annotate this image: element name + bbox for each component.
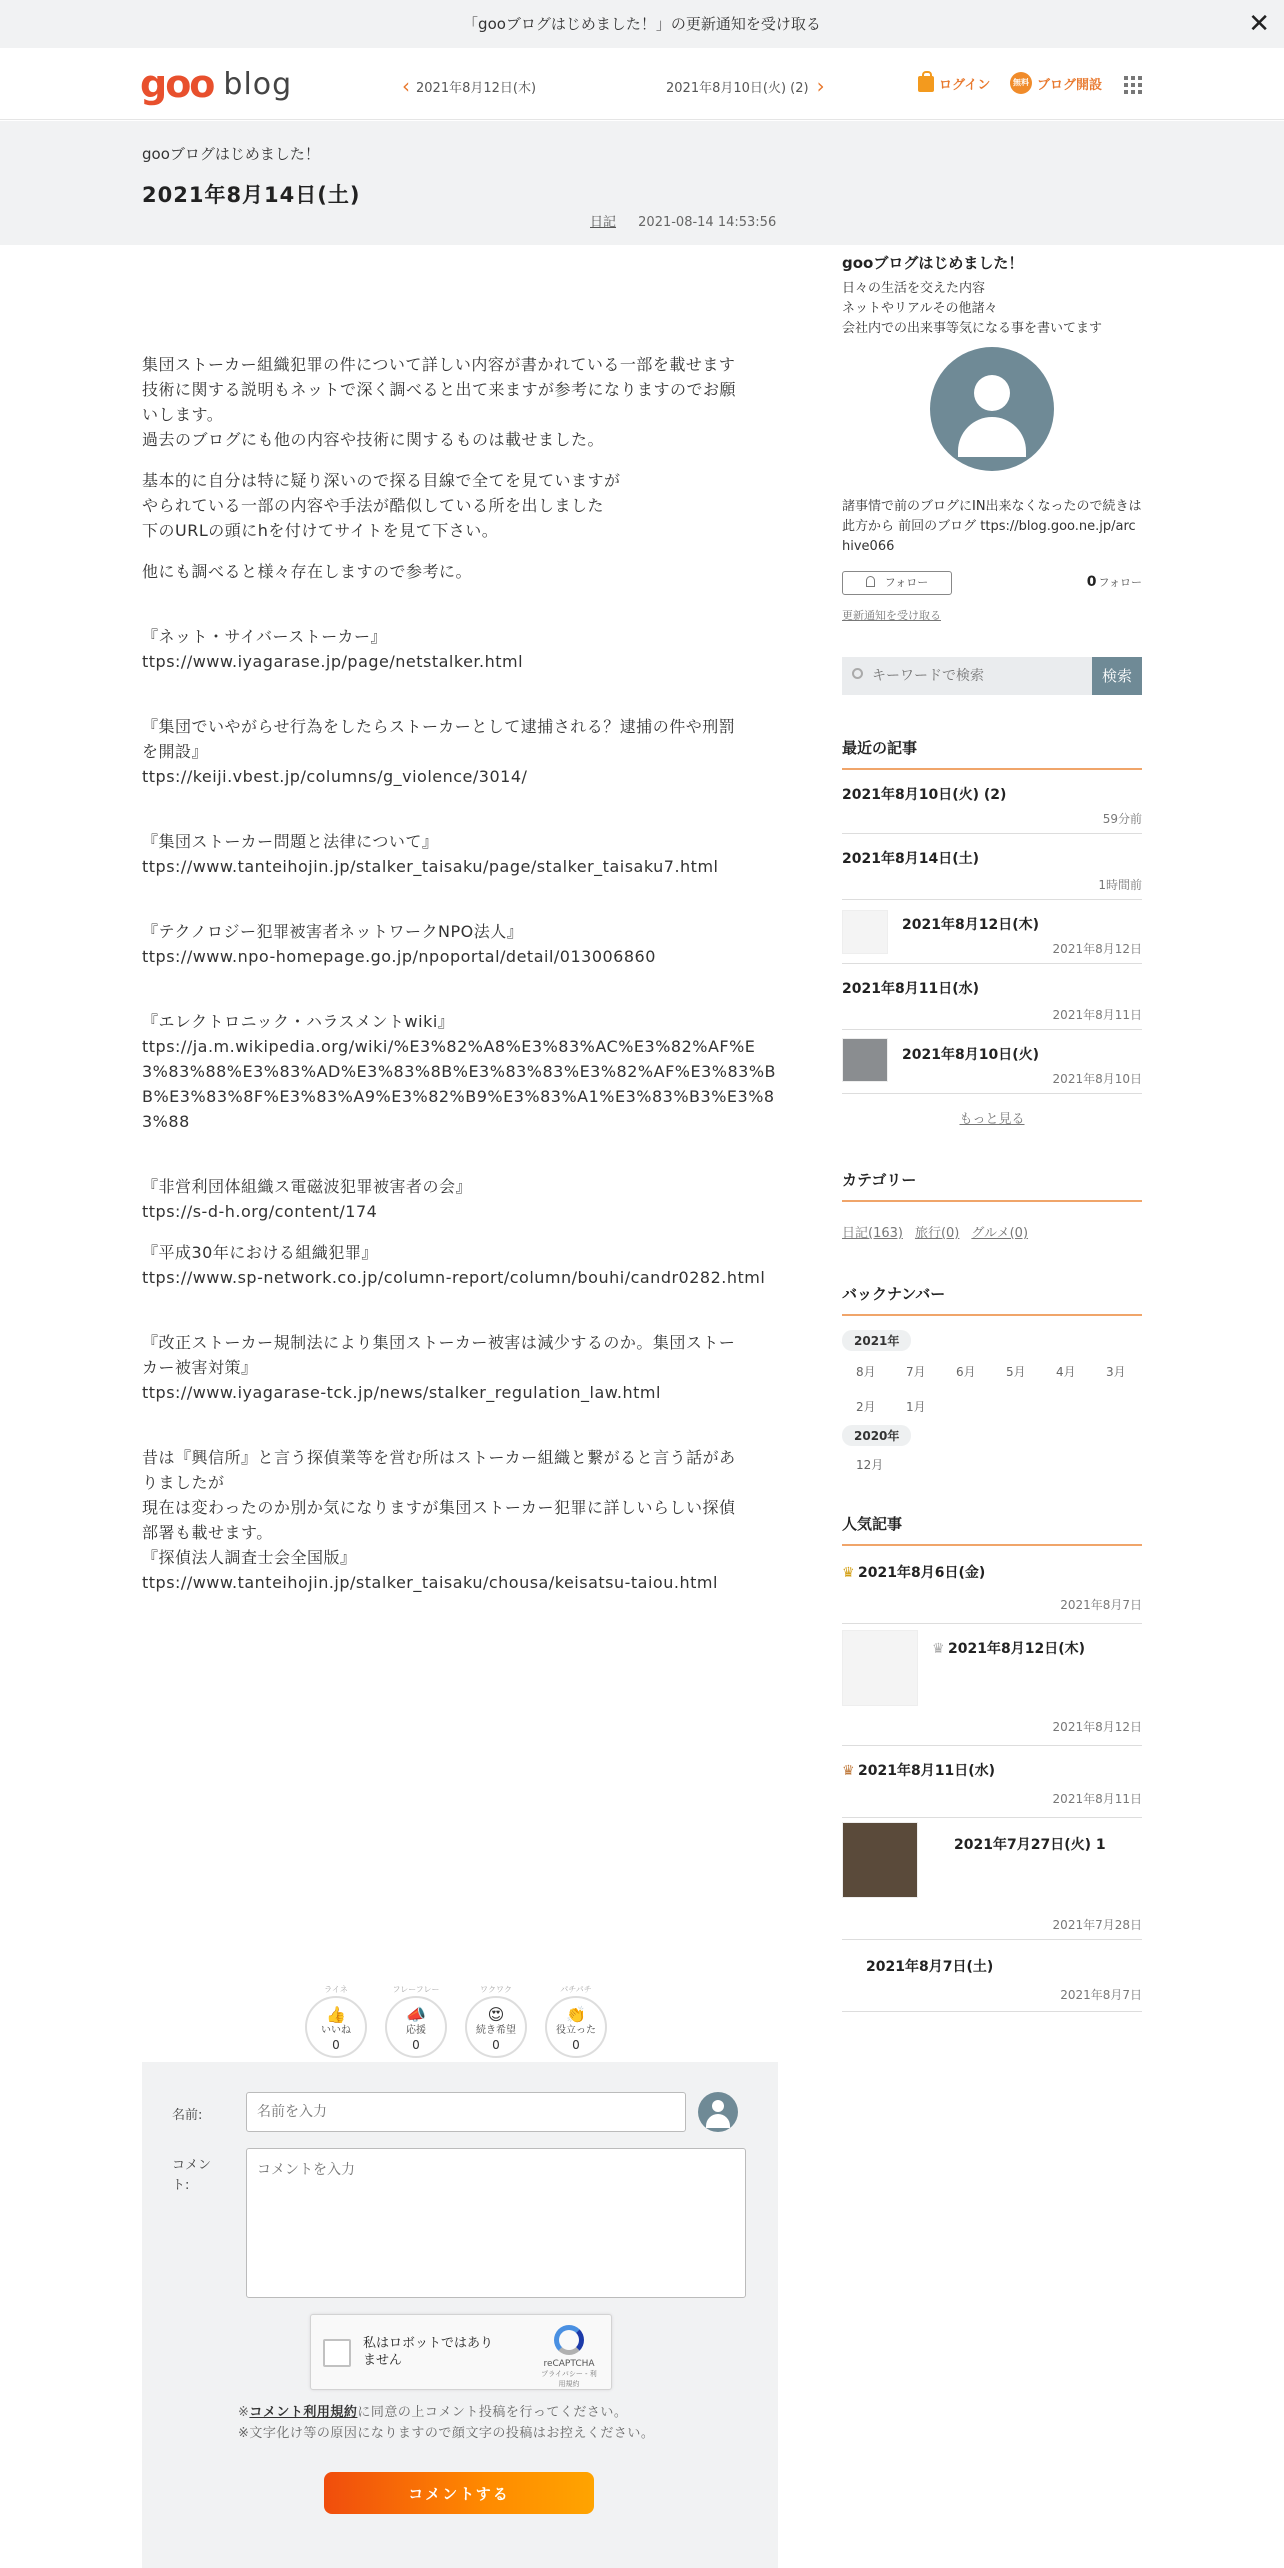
article-line: 他にも調べると様々存在しますので参考に。: [142, 562, 473, 581]
reaction-name: いいね: [321, 2025, 351, 2036]
recaptcha-widget: [310, 2314, 612, 2390]
reaction-count: 0: [572, 2038, 580, 2052]
crown-gold-icon: ♛: [842, 1565, 855, 1581]
popular-article-title[interactable]: 2021年8月11日(水): [858, 1763, 995, 1779]
recent-article-date: 2021年8月12日: [1052, 942, 1142, 956]
article-line: 部署も載せます。: [142, 1523, 273, 1542]
goo-blog-logo[interactable]: [140, 64, 292, 104]
comment-form: [142, 2062, 778, 2568]
month-link[interactable]: 12月: [856, 1458, 884, 1472]
article-line: 基本的に自分は特に疑り深いので探る目線で全てを見ていますが: [142, 471, 621, 490]
recent-articles-heading: 最近の記事: [842, 737, 1142, 770]
link-title: 『ネット・サイバーストーカー』: [142, 627, 387, 646]
article-thumbnail[interactable]: [842, 1630, 918, 1706]
clap-icon: 👏: [566, 2005, 586, 2024]
follow-label: フォロー: [884, 576, 929, 589]
post-meta: [590, 211, 776, 230]
recent-article-item[interactable]: [842, 1030, 1142, 1094]
recaptcha-checkbox[interactable]: [323, 2339, 351, 2367]
post-datetime: 2021-08-14 14:53:56: [638, 215, 777, 230]
month-link[interactable]: 2月: [856, 1400, 876, 1414]
month-list: [842, 1448, 1142, 1483]
logo-goo: goo: [140, 62, 214, 106]
free-badge-icon: 無料: [1010, 72, 1032, 94]
article-line: 現在は変わったのか別か気になりますが集団ストーカー犯罪に詳しいらしい探偵: [142, 1498, 736, 1517]
blog-description-line: 日々の生活を交えた内容: [842, 281, 986, 296]
popular-article-title[interactable]: 2021年8月7日(土): [866, 1959, 994, 1975]
recent-article-item[interactable]: [842, 834, 1142, 900]
category-link[interactable]: 日記(163): [842, 1226, 903, 1241]
link-title: 『エレクトロニック・ハラスメントwiki』: [142, 1012, 455, 1031]
search-button[interactable]: 検索: [1092, 657, 1142, 695]
follow-button[interactable]: [842, 571, 952, 595]
lock-icon: [918, 76, 934, 92]
thumbs-up-icon: 👍: [326, 2005, 346, 2024]
reaction-name: 役立った: [556, 2025, 596, 2036]
month-link[interactable]: 5月: [1006, 1365, 1026, 1379]
month-link[interactable]: 4月: [1056, 1365, 1076, 1379]
close-icon[interactable]: ✕: [1248, 9, 1270, 39]
popular-article-date: 2021年8月12日: [1052, 1720, 1142, 1734]
popular-article-item[interactable]: [842, 1818, 1142, 1940]
link-url: ttps://ja.m.wikipedia.org/wiki/%E3%82%A8%E3%83%AC%E3%82%AF%E3%83%88%E3%83%AD%E3%83%8B%E3%83%83%E3%82%AF%E3%83%BB%E3%83%8F%E3%83%A9%E3%82%B9%E3%83%A1%E3%83%B3%E3%83%88: [142, 1037, 776, 1131]
category-list: [842, 1222, 1142, 1241]
reaction-buttons: [304, 1984, 614, 2054]
note-text: に同意の上コメント投稿を行ってください。: [357, 2405, 628, 2420]
notify-link[interactable]: 更新通知を受け取る: [842, 609, 941, 622]
reaction-helpful-button[interactable]: [544, 1984, 608, 2058]
month-link[interactable]: 3月: [1106, 1365, 1126, 1379]
follower-count-unit: フォロー: [1098, 576, 1142, 589]
category-link[interactable]: グルメ(0): [971, 1226, 1029, 1241]
article-line: ttps://www.tanteihojin.jp/stalker_taisaku/chousa/keisatsu-taiou.html: [142, 1573, 718, 1592]
link-url: ttps://www.npo-homepage.go.jp/npoportal/detail/013006860: [142, 947, 656, 966]
backnumber-year: [842, 1425, 1142, 1446]
article-line: やられている一部の内容や手法が酷似している所を出しました: [142, 496, 605, 515]
open-blog-button[interactable]: [1010, 72, 1102, 94]
prev-article-link[interactable]: [402, 74, 536, 98]
link-title: 『集団ストーカー問題と法律について』: [142, 832, 439, 851]
update-notify-bar[interactable]: [0, 0, 1284, 48]
link-url: ttps://www.tanteihojin.jp/stalker_taisaku/page/stalker_taisaku7.html: [142, 857, 719, 876]
month-link[interactable]: 8月: [856, 1365, 876, 1379]
article-line: 技術に関する説明もネットで深く調べると出て来ますが参考になりますのでお願: [142, 380, 737, 399]
month-link[interactable]: 6月: [956, 1365, 976, 1379]
recent-article-title[interactable]: 2021年8月12日(木): [902, 917, 1039, 933]
comment-textarea[interactable]: [246, 2148, 746, 2298]
popular-article-item[interactable]: [842, 1940, 1142, 2012]
heart-eyes-icon: 😍: [487, 2005, 505, 2024]
popular-article-date: 2021年8月7日: [1060, 1988, 1142, 2002]
recent-article-title[interactable]: 2021年8月10日(火): [902, 1047, 1039, 1063]
login-label: ログイン: [939, 78, 991, 93]
name-input[interactable]: [246, 2092, 686, 2132]
month-list: [842, 1355, 1142, 1425]
prev-article-title[interactable]: 2021年8月12日(木): [416, 80, 537, 96]
recent-article-date: 59分前: [1102, 812, 1142, 826]
blog-description-line: 会社内での出来事等気になる事を書いてます: [842, 321, 1103, 336]
blog-name[interactable]: gooブログはじめました！: [142, 145, 320, 163]
site-header: [0, 48, 1284, 120]
article-line: 過去のブログにも他の内容や技術に関するものは載せました。: [142, 430, 605, 449]
follow-row: [842, 571, 1142, 597]
logo-blog: blog: [223, 66, 293, 102]
popular-article-item[interactable]: [842, 1624, 1142, 1746]
link-url: ttps://s-d-h.org/content/174: [142, 1202, 378, 1221]
popular-article-item[interactable]: [842, 1746, 1142, 1818]
sidebar: [842, 252, 1142, 2012]
article-line: 『探偵法人調査士会全国版』: [142, 1548, 357, 1567]
link-url: ttps://www.sp-network.co.jp/column-report/column/bouhi/candr0282.html: [142, 1268, 766, 1287]
backnumber-heading: バックナンバー: [842, 1283, 1142, 1316]
comment-terms-link[interactable]: コメント利用規約: [249, 2405, 358, 2420]
month-link[interactable]: 7月: [906, 1365, 926, 1379]
search-icon: [852, 668, 863, 679]
chevron-left-icon: ‹: [402, 74, 410, 98]
reaction-count: 0: [492, 2038, 500, 2052]
search-box: [842, 657, 1142, 695]
blog-description-line: ネットやリアルその他諸々: [842, 301, 998, 316]
megaphone-icon: 📣: [406, 2005, 426, 2024]
reaction-caption: ワクワク: [480, 1985, 512, 1994]
reaction-name: 応援: [406, 2025, 426, 2036]
follower-count: [1087, 574, 1142, 590]
link-title: 『非営利団体組織ス電磁波犯罪被害者の会』: [142, 1177, 473, 1196]
backnumber-year: [842, 1330, 1142, 1351]
name-label: 名前:: [172, 2108, 203, 2123]
more-link[interactable]: もっと見る: [959, 1112, 1025, 1127]
recent-article-date: 2021年8月11日: [1052, 1008, 1142, 1022]
recent-article-title[interactable]: 2021年8月11日(水): [842, 981, 979, 997]
article-thumbnail[interactable]: [842, 910, 888, 954]
next-article-title[interactable]: 2021年8月10日(火) (2): [666, 80, 809, 96]
reaction-count: 0: [412, 2038, 420, 2052]
crown-bronze-icon: ♛: [842, 1763, 855, 1779]
comment-label: コメン ト:: [172, 2158, 212, 2193]
month-link[interactable]: 1月: [906, 1400, 926, 1414]
avatar: [698, 2092, 738, 2132]
follower-count-value: 0: [1086, 574, 1097, 590]
article-line: りましたが: [142, 1473, 225, 1492]
recaptcha-label: 私はロボットではあり ません: [363, 2336, 494, 2368]
submit-comment-button[interactable]: コメントする: [324, 2472, 594, 2514]
recaptcha-logo: [541, 2325, 597, 2389]
article-body: [142, 352, 778, 1595]
recaptcha-links[interactable]: プライバシー - 利用規約: [541, 2370, 597, 2388]
popular-article-title[interactable]: 2021年7月27日(火) 1: [954, 1837, 1106, 1853]
post-title-area: [0, 121, 1284, 245]
article-line: 集団ストーカー組織犯罪の件について詳しい内容が書かれている一部を載せます: [142, 355, 736, 374]
chevron-right-icon: ›: [816, 74, 825, 98]
link-title: 『テクノロジー犯罪被害者ネットワークNPO法人』: [142, 922, 524, 941]
category-link[interactable]: 旅行(0): [914, 1226, 960, 1241]
blog-description: [842, 279, 1142, 339]
article-line: 下のURLの頭にhを付けてサイトを見て下さい。: [142, 521, 499, 540]
popular-article-item[interactable]: [842, 1546, 1142, 1624]
search-input[interactable]: [842, 657, 1092, 695]
note-text: ※文字化け等の原因になりますので顔文字の投稿はお控えください。: [238, 2426, 655, 2441]
profile-avatar: [930, 347, 1054, 471]
link-title: 『改正ストーカー規制法により集団ストーカー被害は減少するのか。集団ストー カー被害対策』: [142, 1333, 736, 1377]
link-url: ttps://keiji.vbest.jp/columns/g_violence/3014/: [142, 767, 528, 786]
recent-article-item[interactable]: [842, 900, 1142, 964]
post-category-link[interactable]: 日記: [590, 215, 617, 230]
person-icon: [866, 576, 875, 587]
reaction-cheer-button[interactable]: [384, 1984, 448, 2058]
recent-article-title[interactable]: 2021年8月14日(土): [842, 851, 979, 867]
reaction-more-button[interactable]: [464, 1984, 528, 2058]
next-article-link[interactable]: [666, 74, 825, 98]
recent-article-item[interactable]: [842, 770, 1142, 834]
recent-article-date: 2021年8月10日: [1052, 1072, 1142, 1086]
reaction-caption: ライネ: [324, 1985, 348, 1994]
recent-article-title[interactable]: 2021年8月10日(火) (2): [842, 787, 1007, 803]
crown-silver-icon: ♛: [932, 1641, 945, 1657]
link-title: 『平成30年における組織犯罪』: [142, 1243, 378, 1262]
reaction-count: 0: [332, 2038, 340, 2052]
reaction-caption: フレーフレー: [392, 1985, 440, 1994]
note-prefix: ※: [238, 2405, 250, 2420]
article-thumbnail[interactable]: [842, 1038, 888, 1082]
popular-article-title[interactable]: 2021年8月12日(木): [948, 1641, 1085, 1657]
popular-article-date: 2021年7月28日: [1052, 1918, 1142, 1932]
menu-grid-icon[interactable]: [1124, 76, 1142, 94]
article-line: いします。: [142, 405, 224, 424]
link-url: ttps://www.iyagarase-tck.jp/news/stalker_regulation_law.html: [142, 1383, 661, 1402]
link-title: 『集団でいやがらせ行為をしたらストーカーとして逮捕される？逮捕の件や刑罰 を開設』: [142, 717, 736, 761]
update-notify-text[interactable]: 「gooブログはじめました！」の更新通知を受け取る: [463, 15, 821, 33]
article-line: 昔は『興信所』と言う探偵業等を営む所はストーカー組織と繋がると言う話があ: [142, 1448, 736, 1467]
open-blog-label: ブログ開設: [1037, 77, 1103, 93]
profile-text: 諸事情で前のブログにIN出来なくなったので続きは此方から 前回のブログ ttps://blog.goo.ne.jp/archive066: [842, 499, 1142, 554]
category-heading: カテゴリー: [842, 1169, 1142, 1202]
reaction-name: 続き希望: [476, 2025, 516, 2036]
reaction-caption: パチパチ: [560, 1985, 592, 1994]
popular-article-date: 2021年8月7日: [1060, 1598, 1142, 1612]
login-button[interactable]: [918, 74, 990, 93]
recent-article-date: 1時間前: [1098, 878, 1142, 892]
comment-notes: [238, 2402, 654, 2444]
article-thumbnail[interactable]: [842, 1822, 918, 1898]
page-title: 2021年8月14日(土): [142, 183, 361, 207]
recaptcha-icon: [554, 2325, 584, 2355]
recaptcha-brand: reCAPTCHA: [543, 2359, 595, 2369]
reaction-like-button[interactable]: [304, 1984, 368, 2058]
recent-article-item[interactable]: [842, 964, 1142, 1030]
link-url: ttps://www.iyagarase.jp/page/netstalker.html: [142, 652, 524, 671]
year-badge: 2021年: [842, 1330, 911, 1351]
popular-article-title[interactable]: 2021年8月6日(金): [858, 1565, 986, 1581]
year-badge: 2020年: [842, 1425, 911, 1446]
sidebar-blog-title[interactable]: gooブログはじめました！: [842, 254, 1024, 272]
popular-heading: 人気記事: [842, 1513, 1142, 1546]
popular-article-date: 2021年8月11日: [1052, 1792, 1142, 1806]
